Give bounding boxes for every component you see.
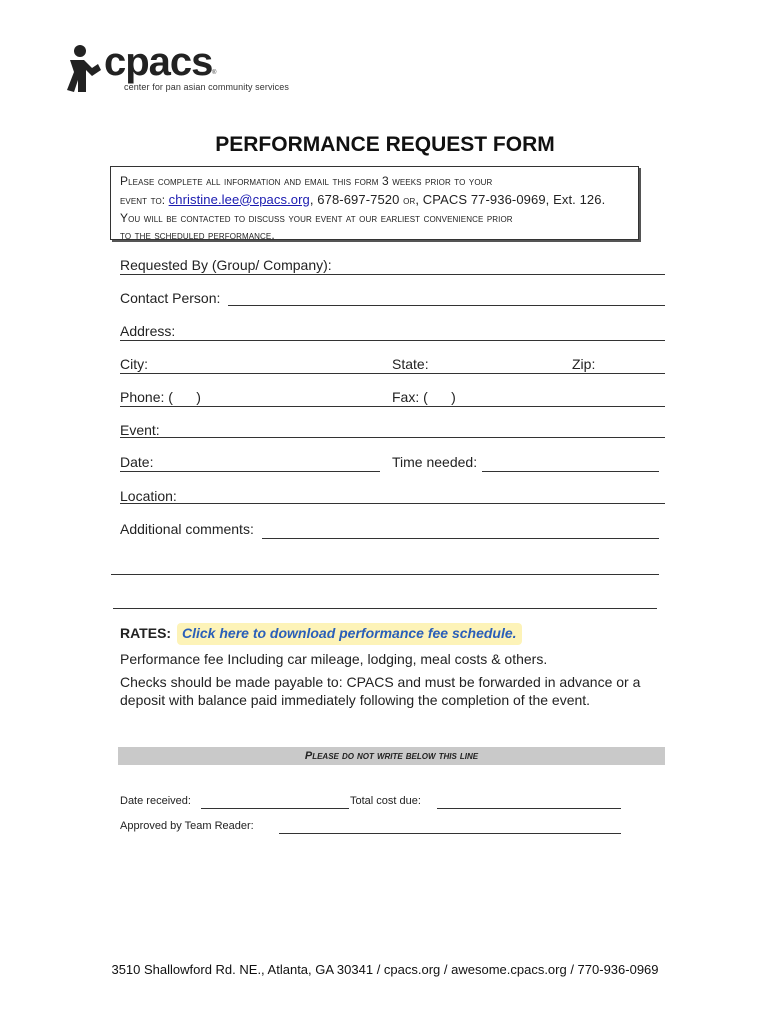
instructions-line-1: Please complete all information and email this form 3 weeks prior to your <box>120 174 493 188</box>
address-row <box>120 323 665 343</box>
approved-by-field[interactable] <box>279 833 621 834</box>
person-figure-icon <box>66 44 102 94</box>
total-cost-due-field[interactable] <box>437 808 621 809</box>
contact-person-row <box>120 290 665 310</box>
address-label: Address: <box>120 323 176 339</box>
approved-by-label: Approved by Team Reader: <box>120 820 254 832</box>
footer-address: 3510 Shallowford Rd. NE., Atlanta, GA 30341 / cpacs.org / awesome.cpacs.org / 770-936-0969 <box>111 962 659 977</box>
logo <box>66 44 102 94</box>
date-label: Date: <box>120 454 154 470</box>
time-needed-field[interactable] <box>482 471 659 472</box>
instructions-line-3: You will be contacted to discuss your event at our earliest convenience prior <box>120 211 513 225</box>
city-state-zip-row <box>120 356 665 376</box>
comments-row <box>120 521 665 541</box>
checks-line-1: Checks should be made payable to: CPACS and must be forwarded in advance or a <box>120 674 641 690</box>
or-label: or <box>403 192 416 207</box>
state-label: State: <box>392 356 429 372</box>
page-title: PERFORMANCE REQUEST FORM <box>215 133 555 156</box>
phone-fax-row <box>120 389 665 409</box>
instructions-box <box>110 166 639 240</box>
requested-by-label: Requested By (Group/ Company): <box>120 257 332 273</box>
phone-label: Phone: ( ) <box>120 389 201 405</box>
total-cost-due-label: Total cost due: <box>350 795 421 807</box>
location-row <box>120 488 665 508</box>
contact-person-label: Contact Person: <box>120 290 221 306</box>
address-field[interactable] <box>120 340 665 341</box>
instructions-line-4: to the scheduled performance. <box>120 227 275 242</box>
zip-label: Zip: <box>572 356 596 372</box>
comments-field-line-1[interactable] <box>262 538 659 539</box>
time-needed-label: Time needed: <box>392 454 478 470</box>
event-to-label: event to: <box>120 192 169 207</box>
date-received-label: Date received: <box>120 795 191 807</box>
cpacs-phone: , CPACS 77-936-0969, Ext. 126. <box>415 191 606 207</box>
date-time-row <box>120 454 665 474</box>
location-field[interactable] <box>120 503 665 504</box>
additional-comments-label: Additional comments: <box>120 521 254 537</box>
fee-description: Performance fee Including car mileage, lodging, meal costs & others. <box>120 651 548 667</box>
instructions-line-2 <box>120 191 638 211</box>
logo-tagline: center for pan asian community services <box>124 82 289 92</box>
comments-field-line-3[interactable] <box>113 608 657 609</box>
contact-phone: , 678-697-7520 <box>309 191 404 207</box>
comments-field-line-2[interactable] <box>111 574 659 575</box>
phone-field[interactable] <box>120 406 665 407</box>
contact-person-field[interactable] <box>228 305 665 306</box>
city-label: City: <box>120 356 148 372</box>
requested-by-field[interactable] <box>120 274 665 275</box>
requested-by-row <box>120 257 665 277</box>
fee-schedule-link[interactable]: Click here to download performance fee schedule. <box>177 623 522 645</box>
registered-mark: ® <box>212 70 217 76</box>
location-label: Location: <box>120 488 177 504</box>
event-row <box>120 422 665 442</box>
event-field[interactable] <box>120 437 665 438</box>
email-link[interactable]: christine.lee@cpacs.org <box>168 191 310 207</box>
logo-wordmark: cpacs <box>104 40 213 84</box>
fax-label: Fax: ( ) <box>392 389 456 405</box>
rates-label: RATES: <box>120 625 172 641</box>
event-label: Event: <box>120 422 160 438</box>
checks-line-2: deposit with balance paid immediately following the completion of the event. <box>120 692 591 708</box>
city-field[interactable] <box>120 373 665 374</box>
date-field[interactable] <box>120 471 380 472</box>
office-use-banner-text: Please do not write below this line <box>304 750 479 762</box>
date-received-field[interactable] <box>201 808 349 809</box>
